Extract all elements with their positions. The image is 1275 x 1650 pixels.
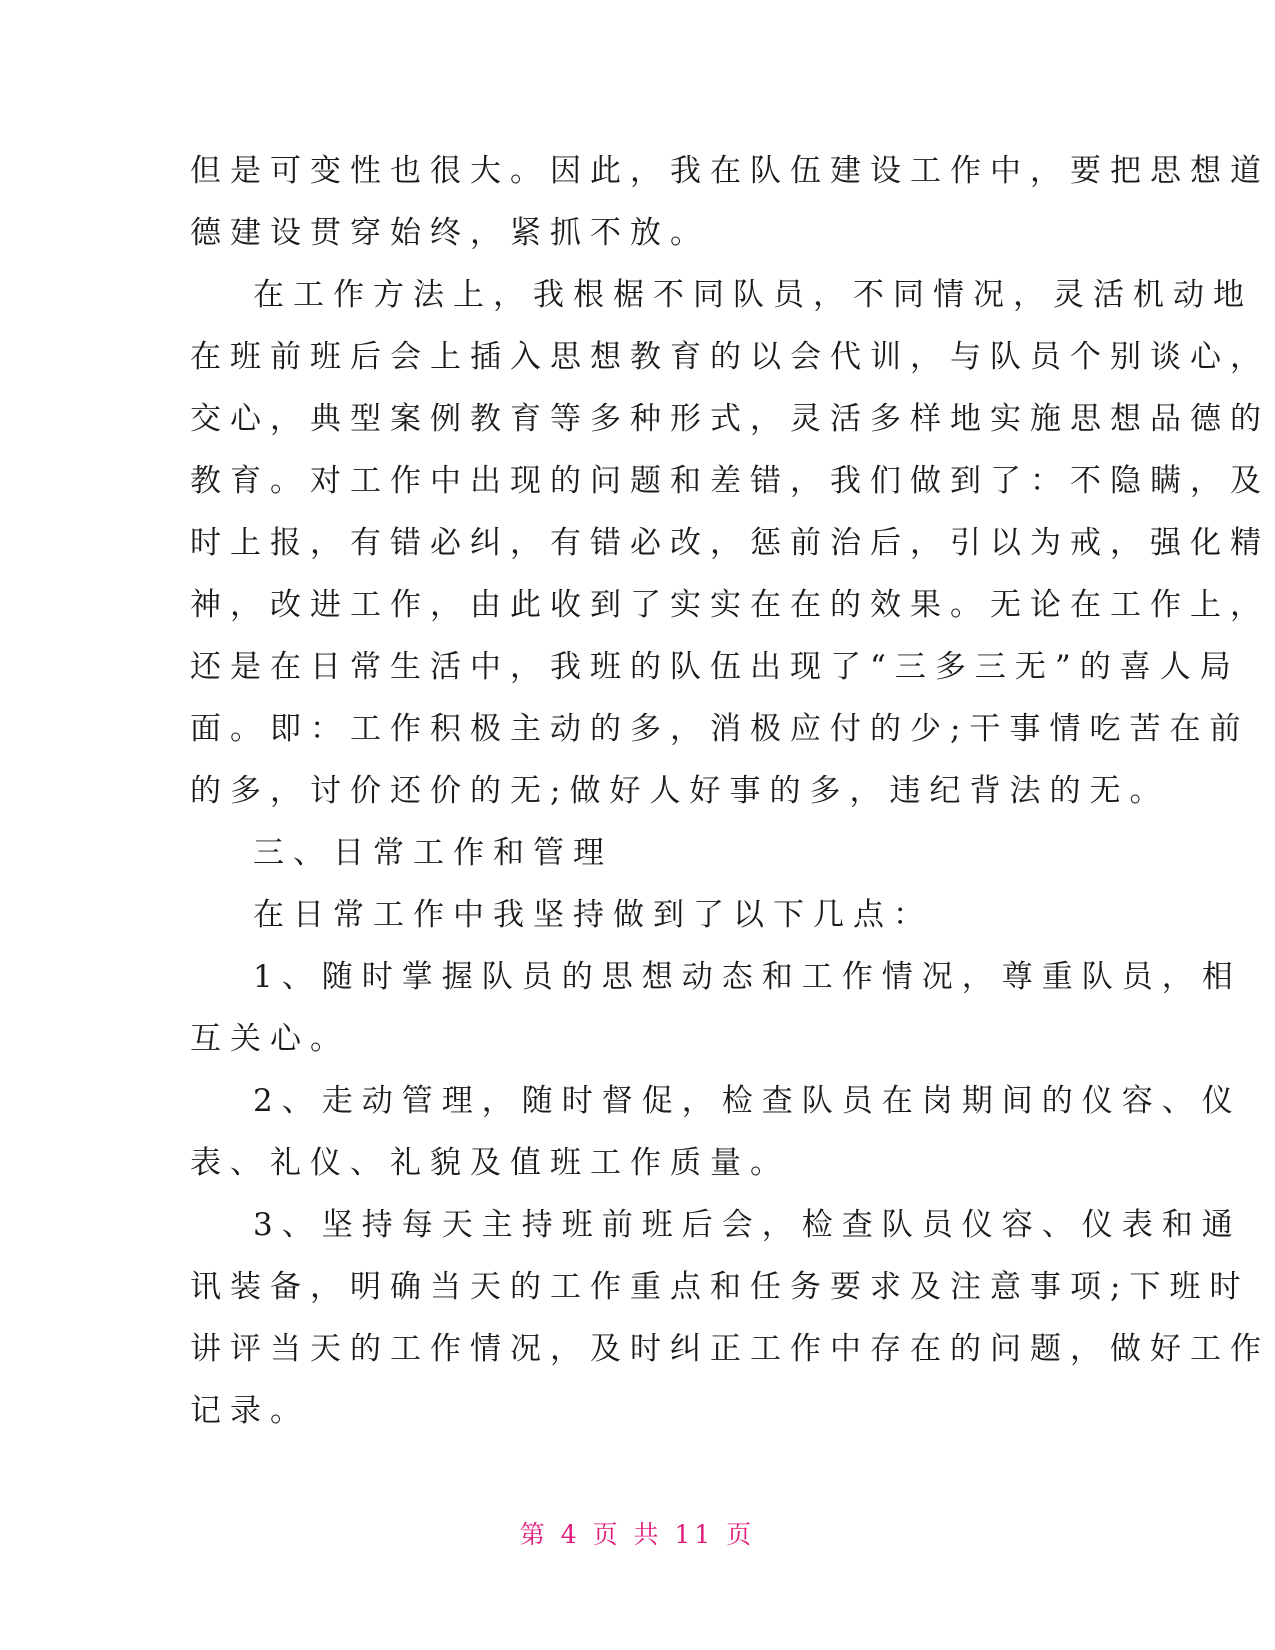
paragraph-1	[190, 140, 1270, 264]
text-line: 讲评当天的工作情况，及时纠正工作中存在的问题，做好工作	[190, 1331, 1270, 1367]
document-body	[190, 140, 1270, 1442]
text-line: 互关心。	[190, 1021, 350, 1057]
text-line: 在班前班后会上插入思想教育的以会代训，与队员个别谈心，	[190, 339, 1270, 375]
text-line: 记录。	[190, 1393, 310, 1429]
text-line: 在日常工作中我坚持做到了以下几点：	[253, 897, 933, 933]
section-heading	[190, 822, 1090, 884]
text-line: 1、随时掌握队员的思想动态和工作情况，尊重队员，相	[253, 959, 1242, 995]
list-item-2	[190, 1070, 1242, 1194]
text-line: 表、礼仪、礼貌及值班工作质量。	[190, 1145, 790, 1181]
paragraph-intro	[190, 884, 1090, 946]
text-line: 教育。对工作中出现的问题和差错，我们做到了：不隐瞒，及	[190, 463, 1270, 499]
text-line: 德建设贯穿始终，紧抓不放。	[190, 215, 710, 251]
text-line: 2、走动管理，随时督促，检查队员在岗期间的仪容、仪	[253, 1083, 1242, 1119]
text-line: 神，改进工作，由此收到了实实在在的效果。无论在工作上，	[190, 587, 1270, 623]
list-item-1	[190, 946, 1242, 1070]
text-line: 的多，讨价还价的无;做好人好事的多，违纪背法的无。	[190, 773, 1170, 809]
text-line: 但是可变性也很大。因此，我在队伍建设工作中，要把思想道	[190, 153, 1270, 189]
page-number-footer: 第 4 页 共 11 页	[519, 1520, 756, 1549]
text-line: 3、坚持每天主持班前班后会，检查队员仪容、仪表和通	[253, 1207, 1242, 1243]
paragraph-2	[190, 264, 1270, 822]
text-line: 讯装备，明确当天的工作重点和任务要求及注意事项;下班时	[190, 1269, 1250, 1305]
text-line: 时上报，有错必纠，有错必改，惩前治后，引以为戒，强化精	[190, 525, 1270, 561]
text-line: 交心，典型案例教育等多种形式，灵活多样地实施思想品德的	[190, 401, 1270, 437]
text-line: 还是在日常生活中，我班的队伍出现了“三多三无”的喜人局	[190, 649, 1240, 685]
list-item-3	[190, 1194, 1270, 1442]
text-line: 在工作方法上，我根椐不同队员，不同情况，灵活机动地	[253, 277, 1253, 313]
text-line: 面。即：工作积极主动的多，消极应付的少;干事情吃苦在前	[190, 711, 1250, 747]
heading-line: 三、日常工作和管理	[253, 835, 613, 871]
